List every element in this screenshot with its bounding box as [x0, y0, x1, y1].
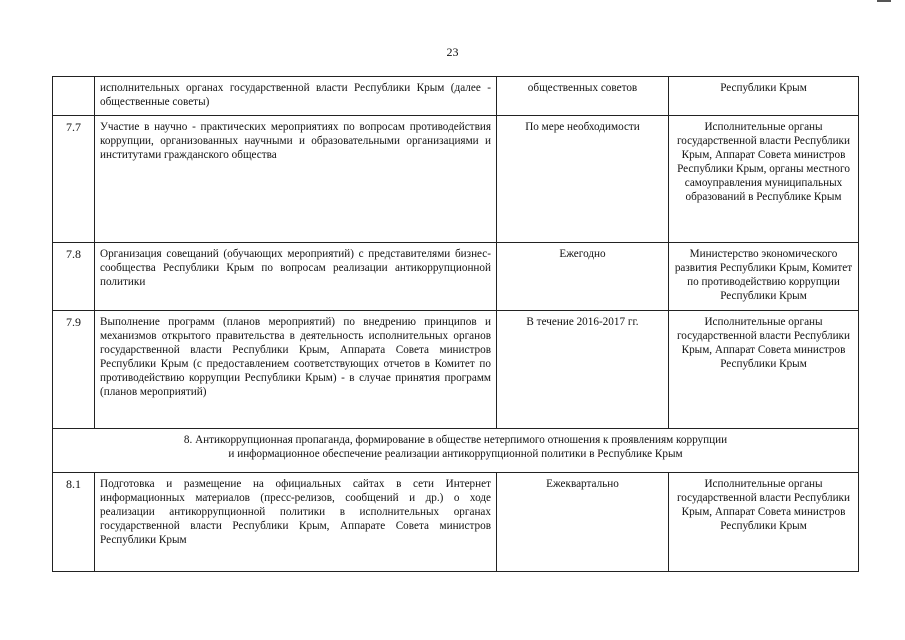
measure-term: Ежегодно: [497, 243, 669, 311]
measure-term: По мере необходимости: [497, 116, 669, 243]
table-row: [53, 473, 859, 572]
measure-term: В течение 2016-2017 гг.: [497, 311, 669, 429]
measure-text: Выполнение программ (планов мероприятий) по внедрению принципов и механизмов открытого правительства в деятельность исполнительных органов государственной власти Республики Крым, Аппарата Совета министров Республики Крым (с предоставлением соответствующих отчетов в Комитет по противодействию коррупции Республики Крым) - в случае принятия программ (планов мероприятий): [95, 311, 497, 429]
measure-term: Ежеквартально: [497, 473, 669, 572]
measure-text: Подготовка и размещение на официальных сайтах в сети Интернет информационных материалов (пресс-релизов, сообщений и др.) о ходе реализации антикоррупционной политики в исполнительных органах государственной власти Республики Крым, Аппарате Совета министров Республики Крым: [95, 473, 497, 572]
table-row: [53, 116, 859, 243]
row-number: 7.8: [53, 243, 95, 311]
page-number: 23: [446, 45, 459, 59]
measure-responsible: Министерство экономического развития Республики Крым, Комитет по противодействию коррупции Республики Крым: [669, 243, 859, 311]
measure-text: Организация совещаний (обучающих мероприятий) с представителями бизнес-сообщества Республики Крым по вопросам реализации антикоррупционной политики: [95, 243, 497, 311]
row-number: [53, 77, 95, 116]
table-row: [53, 311, 859, 429]
measure-responsible: Исполнительные органы государственной власти Республики Крым, Аппарат Совета министров Республики Крым: [669, 473, 859, 572]
measure-responsible: Исполнительные органы государственной власти Республики Крым, Аппарат Совета министров Республики Крым: [669, 311, 859, 429]
measures-table: [52, 76, 859, 572]
section-8-heading: [53, 429, 859, 473]
measure-term: общественных советов: [497, 77, 669, 116]
section-header-row: [53, 429, 859, 473]
measure-responsible: Республики Крым: [669, 77, 859, 116]
table-row: [53, 243, 859, 311]
measure-responsible: Исполнительные органы государственной власти Республики Крым, Аппарат Совета министров Республики Крым, органы местного самоуправления муниципальных образований в Республике Крым: [669, 116, 859, 243]
row-number: 7.7: [53, 116, 95, 243]
row-number: 7.9: [53, 311, 95, 429]
scan-corner-mark: [877, 0, 891, 2]
section-8-line-2: и информационное обеспечение реализации антикоррупционной политики в Республике Крым: [228, 448, 683, 460]
measure-text: Участие в научно - практических мероприятиях по вопросам противодействия коррупции, организованных научными и образовательными организациями и институтами гражданского общества: [95, 116, 497, 243]
row-number: 8.1: [53, 473, 95, 572]
measure-text: исполнительных органах государственной власти Республики Крым (далее - общественные советы): [95, 77, 497, 116]
table-row: [53, 77, 859, 116]
section-8-line-1: 8. Антикоррупционная пропаганда, формирование в обществе нетерпимого отношения к проявлениям коррупции: [183, 434, 728, 446]
